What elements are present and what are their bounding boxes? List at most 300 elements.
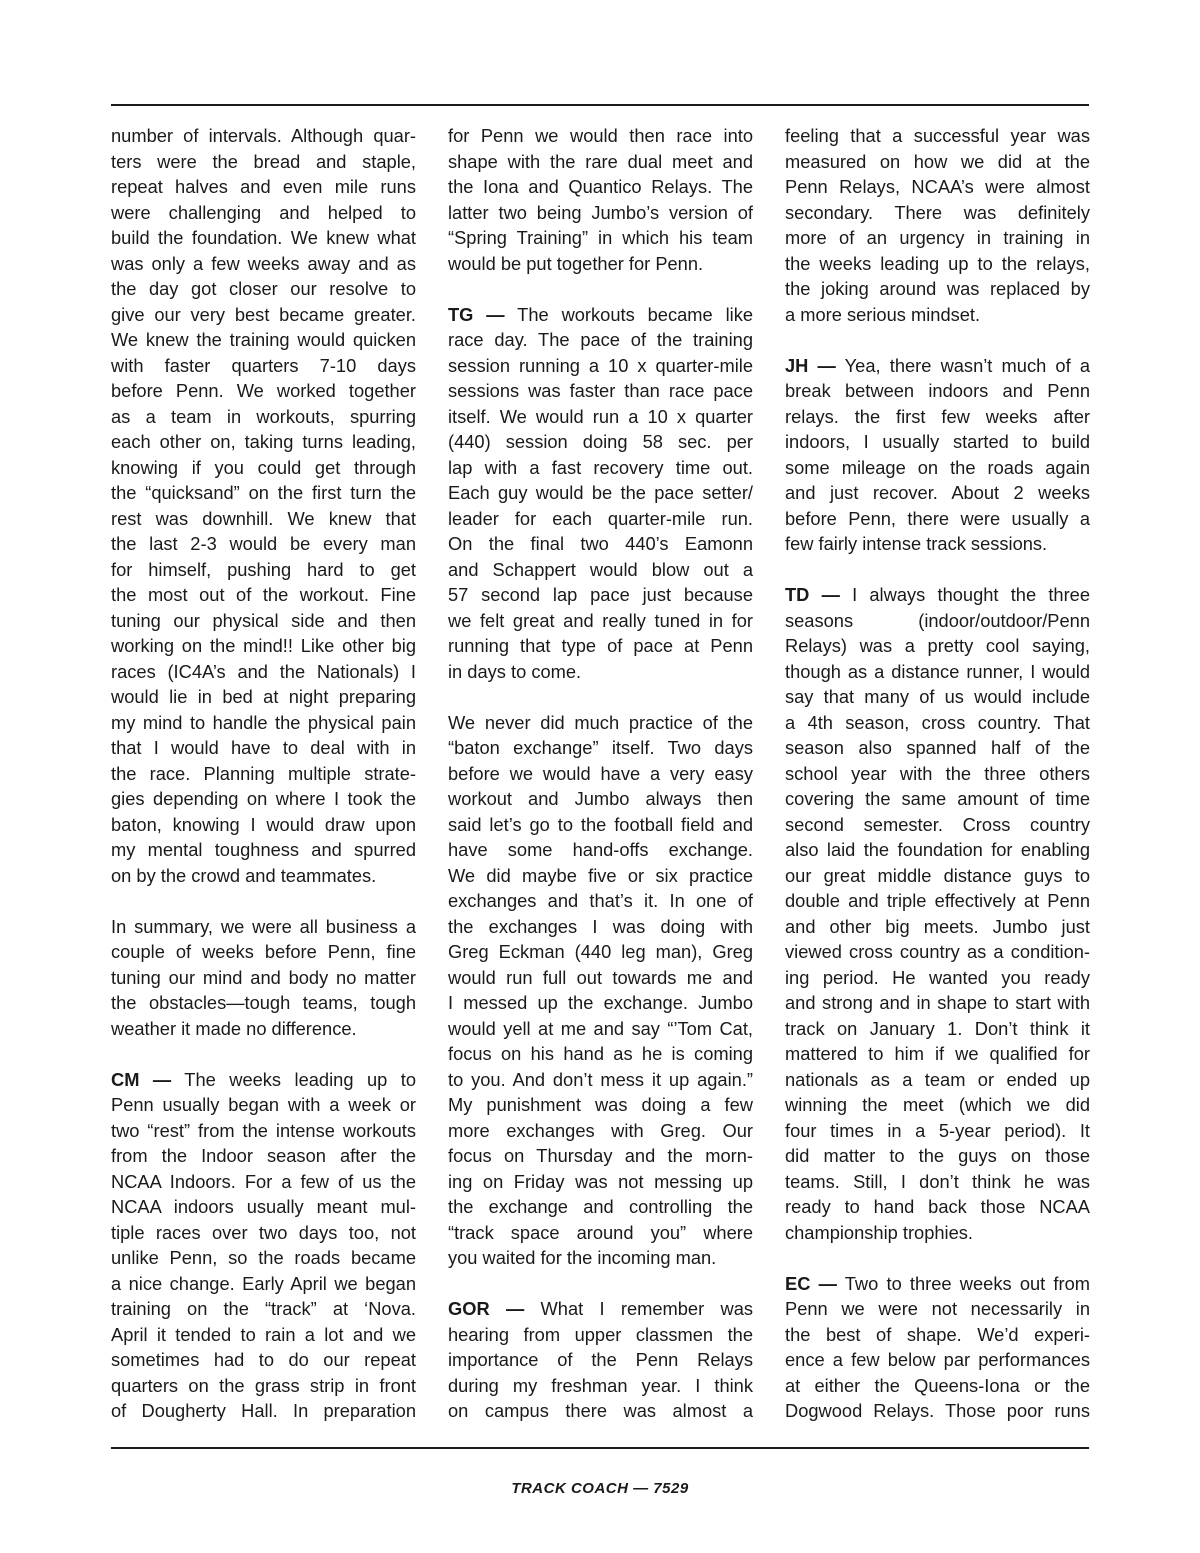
line-text: would run full out towards me and <box>448 966 753 988</box>
line-text: the day got closer our resolve to <box>111 278 416 299</box>
line-text: nationals as a team or ended up <box>785 1068 1090 1090</box>
text-line <box>111 123 416 149</box>
line-text: the race. Planning multiple strate- <box>111 762 416 784</box>
line-text: seasons (indoor/outdoor/Penn <box>785 609 1090 631</box>
text-line <box>785 276 1090 302</box>
line-text: relays. the first few weeks after <box>785 405 1090 427</box>
line-text: working on the mind!! Like other big <box>111 635 416 656</box>
text-line <box>448 1373 753 1399</box>
text-line <box>785 939 1090 965</box>
text-line <box>785 1296 1090 1322</box>
text-line <box>785 786 1090 812</box>
line-text: said let’s go to the football field and <box>448 813 753 835</box>
text-line <box>111 837 416 863</box>
line-text: baton, knowing I would draw upon <box>111 813 416 835</box>
text-line <box>785 174 1090 200</box>
text-line <box>785 863 1090 889</box>
text-line <box>111 608 416 634</box>
text-line <box>448 1067 753 1093</box>
text-line <box>448 582 753 608</box>
line-text: (440) session doing 58 sec. per <box>448 431 753 452</box>
text-line <box>448 200 753 226</box>
line-text: repeat halves and even mile runs <box>111 176 416 197</box>
text-line <box>111 965 416 991</box>
text-line <box>785 123 1090 149</box>
line-text: My punishment was doing a few <box>448 1094 753 1115</box>
text-line <box>785 1271 1090 1297</box>
text-line <box>785 812 1090 838</box>
text-line <box>448 888 753 914</box>
text-line <box>448 251 753 277</box>
line-text: session running a 10 x quarter-mile <box>448 354 753 376</box>
text-line <box>448 1041 753 1067</box>
text-line <box>448 1245 753 1271</box>
line-text: were challenging and helped to <box>111 201 416 223</box>
line-text: gies depending on where I took the <box>111 788 416 809</box>
text-line <box>785 1373 1090 1399</box>
line-text: winning the meet (which we did <box>785 1094 1090 1115</box>
text-line <box>785 1169 1090 1195</box>
text-line <box>448 1347 753 1373</box>
text-line <box>111 761 416 787</box>
line-text: importance of the Penn Relays <box>448 1349 753 1370</box>
paragraph-gap <box>448 1271 753 1297</box>
text-column-2 <box>448 123 753 1424</box>
text-line <box>448 1092 753 1118</box>
text-line <box>111 684 416 710</box>
line-text: and Schappert would blow out a <box>448 558 753 580</box>
text-line <box>111 863 416 889</box>
line-text: Greg Eckman (440 leg man), Greg <box>448 941 753 962</box>
line-text: would be put together for Penn. <box>448 252 704 274</box>
text-line <box>448 225 753 251</box>
line-text: four times in a 5-year period). It <box>785 1119 1090 1141</box>
text-line <box>785 761 1090 787</box>
text-line <box>111 1373 416 1399</box>
line-text: NCAA indoors usually meant mul- <box>111 1196 416 1217</box>
text-line <box>785 1322 1090 1348</box>
line-text: the “quicksand” on the first turn the <box>111 482 416 503</box>
line-text: 57 second lap pace just because <box>448 584 753 605</box>
line-text: season also spanned half of the <box>785 737 1090 758</box>
line-text: rest was downhill. We knew that <box>111 507 416 529</box>
text-line <box>448 353 753 379</box>
text-line <box>111 251 416 277</box>
line-text: and strong and in shape to start with <box>785 992 1090 1013</box>
text-line <box>785 914 1090 940</box>
line-text: unlike Penn, so the roads became <box>111 1247 416 1268</box>
paragraph-gap <box>448 684 753 710</box>
text-line <box>111 1322 416 1348</box>
text-line <box>785 378 1090 404</box>
line-text: the exchange and controlling the <box>448 1196 753 1217</box>
text-line <box>111 404 416 430</box>
line-text: teams. Still, I don’t think he was <box>785 1170 1090 1192</box>
line-text: the joking around was replaced by <box>785 278 1090 299</box>
text-line <box>111 659 416 685</box>
line-text: you waited for the incoming man. <box>448 1247 717 1268</box>
line-text: the obstacles—tough teams, tough <box>111 992 416 1013</box>
text-line <box>111 939 416 965</box>
text-column-1 <box>111 123 416 1424</box>
line-text: I always thought the three <box>839 584 1090 605</box>
text-line <box>448 327 753 353</box>
line-text: tiple races over two days too, not <box>111 1221 416 1243</box>
text-line <box>111 1220 416 1246</box>
text-line <box>448 480 753 506</box>
text-line <box>111 1016 416 1042</box>
speaker-initials: TD — <box>785 584 840 605</box>
line-text: the Iona and Quantico Relays. The <box>448 176 753 197</box>
text-line <box>111 480 416 506</box>
line-text: feeling that a successful year was <box>785 125 1090 146</box>
text-line <box>785 353 1090 379</box>
text-line <box>111 225 416 251</box>
line-text: number of intervals. Although quar- <box>111 125 416 146</box>
line-text: lap with a fast recovery time out. <box>448 456 753 478</box>
line-text: itself. We would run a 10 x quarter <box>448 405 753 427</box>
line-text: of Dougherty Hall. In preparation <box>111 1400 416 1421</box>
text-line <box>785 1347 1090 1373</box>
text-line <box>448 710 753 736</box>
text-line <box>785 659 1090 685</box>
line-text: for himself, pushing hard to get <box>111 558 416 580</box>
line-text: few fairly intense track sessions. <box>785 533 1048 554</box>
line-text: track on January 1. Don’t think it <box>785 1017 1090 1039</box>
line-text: the best of shape. We’d experi- <box>785 1323 1090 1345</box>
line-text: that I would have to deal with in <box>111 737 416 758</box>
line-text: quarters on the grass strip in front <box>111 1374 416 1396</box>
text-line <box>448 786 753 812</box>
line-text: break between indoors and Penn <box>785 380 1090 401</box>
line-text: races (IC4A’s and the Nationals) I <box>111 660 416 682</box>
text-line <box>111 1271 416 1297</box>
paragraph-gap <box>111 1041 416 1067</box>
text-line <box>785 837 1090 863</box>
line-text: ing on Friday was not messing up <box>448 1170 753 1192</box>
line-text: championship trophies. <box>785 1221 973 1243</box>
text-line <box>111 1067 416 1093</box>
line-text: Penn usually began with a week or <box>111 1094 416 1115</box>
text-line <box>448 1143 753 1169</box>
line-text: for Penn we would then race into <box>448 125 753 146</box>
line-text: The weeks leading up to <box>171 1068 416 1090</box>
text-line <box>111 1143 416 1169</box>
text-line <box>448 123 753 149</box>
line-text: with faster quarters 7-10 days <box>111 354 416 376</box>
line-text: “Spring Training” in which his team <box>448 227 753 248</box>
text-line <box>785 1398 1090 1424</box>
line-text: Penn we were not necessarily in <box>785 1298 1090 1319</box>
text-line <box>111 455 416 481</box>
text-line <box>785 710 1090 736</box>
text-line <box>111 990 416 1016</box>
line-text: April it tended to rain a lot and we <box>111 1323 416 1345</box>
line-text: The workouts became like <box>504 303 753 325</box>
text-line <box>785 684 1090 710</box>
line-text: ence a few below par performances <box>785 1349 1090 1370</box>
text-line <box>785 735 1090 761</box>
line-text: couple of weeks before Penn, fine <box>111 941 416 962</box>
text-line <box>448 455 753 481</box>
line-text: training on the “track” at ‘Nova. <box>111 1298 416 1319</box>
text-line <box>448 990 753 1016</box>
text-line <box>111 1398 416 1424</box>
text-line <box>448 863 753 889</box>
top-rule <box>111 104 1089 106</box>
text-line <box>785 990 1090 1016</box>
line-text: NCAA Indoors. For a few of us the <box>111 1170 416 1192</box>
line-text: viewed cross country as a condition- <box>785 941 1090 962</box>
text-line <box>111 429 416 455</box>
text-line <box>785 633 1090 659</box>
line-text: before we would have a very easy <box>448 762 753 784</box>
line-text: we felt great and really tuned in for <box>448 609 753 631</box>
line-text: the exchanges I was doing with <box>448 915 753 937</box>
text-line <box>448 1398 753 1424</box>
text-line <box>785 225 1090 251</box>
line-text: my mental toughness and spurred <box>111 839 416 860</box>
text-line <box>785 404 1090 430</box>
text-line <box>111 200 416 226</box>
text-line <box>448 557 753 583</box>
line-text: race day. The pace of the training <box>448 329 753 350</box>
text-line <box>448 1220 753 1246</box>
page-footer: TRACK COACH — 7529 <box>511 1480 689 1497</box>
line-text: On the final two 440’s Eamonn <box>448 533 753 554</box>
text-line <box>111 1347 416 1373</box>
line-text: second semester. Cross country <box>785 813 1090 835</box>
text-line <box>111 710 416 736</box>
line-text: measured on how we did at the <box>785 150 1090 172</box>
text-line <box>111 1118 416 1144</box>
text-line <box>785 251 1090 277</box>
text-line <box>111 786 416 812</box>
line-text: and just recover. About 2 weeks <box>785 482 1090 503</box>
text-line <box>448 174 753 200</box>
paragraph-gap <box>111 888 416 914</box>
text-line <box>785 1118 1090 1144</box>
line-text: Each guy would be the pace setter/ <box>448 482 753 503</box>
text-line <box>448 404 753 430</box>
line-text: before Penn, there were usually a <box>785 507 1090 529</box>
line-text: What I remember was <box>524 1298 753 1319</box>
line-text: Two to three weeks out from <box>836 1272 1090 1294</box>
speaker-initials: JH — <box>785 354 836 376</box>
line-text: some mileage on the roads again <box>785 456 1090 478</box>
line-text: “baton exchange” itself. Two days <box>448 737 753 758</box>
text-line <box>448 608 753 634</box>
line-text: shape with the rare dual meet and <box>448 150 753 172</box>
line-text: leader for each quarter-mile run. <box>448 507 753 529</box>
line-text: knowing if you could get through <box>111 456 416 478</box>
paragraph-gap <box>785 1245 1090 1271</box>
speaker-initials: TG — <box>448 303 505 325</box>
speaker-initials: CM — <box>111 1068 172 1090</box>
text-line <box>448 429 753 455</box>
line-text: build the foundation. We knew what <box>111 227 416 248</box>
text-line <box>111 812 416 838</box>
line-text: We never did much practice of the <box>448 711 753 733</box>
line-text: indoors, I usually started to build <box>785 431 1090 452</box>
line-text: on campus there was almost a <box>448 1400 753 1421</box>
line-text: though as a distance runner, I would <box>785 660 1090 682</box>
text-line <box>111 174 416 200</box>
line-text: have some hand-offs exchange. <box>448 839 753 860</box>
text-line <box>785 1220 1090 1246</box>
text-line <box>785 1092 1090 1118</box>
line-text: give our very best became greater. <box>111 303 416 325</box>
text-line <box>448 633 753 659</box>
line-text: each other on, taking turns leading, <box>111 431 416 452</box>
text-line <box>448 914 753 940</box>
text-column-3 <box>785 123 1090 1424</box>
line-text: the weeks leading up to the relays, <box>785 252 1090 274</box>
text-line <box>111 302 416 328</box>
text-line <box>448 1296 753 1322</box>
line-text: Relays) was a pretty cool saying, <box>785 635 1090 656</box>
line-text: Penn Relays, NCAA’s were almost <box>785 176 1090 197</box>
text-line <box>785 1067 1090 1093</box>
line-text: secondary. There was definitely <box>785 201 1090 223</box>
text-line <box>448 761 753 787</box>
text-line <box>785 888 1090 914</box>
text-line <box>111 735 416 761</box>
text-line <box>448 837 753 863</box>
line-text: was only a few weeks away and as <box>111 252 416 274</box>
text-line <box>448 735 753 761</box>
text-line <box>785 480 1090 506</box>
text-line <box>111 1169 416 1195</box>
text-line <box>448 149 753 175</box>
line-text: a nice change. Early April we began <box>111 1272 416 1294</box>
line-text: I messed up the exchange. Jumbo <box>448 992 753 1013</box>
line-text: mattered to him if we qualified for <box>785 1043 1090 1064</box>
line-text: to you. And don’t mess it up again.” <box>448 1068 753 1090</box>
text-line <box>785 429 1090 455</box>
line-text: ters were the bread and staple, <box>111 150 416 172</box>
text-line <box>448 965 753 991</box>
text-line <box>448 1322 753 1348</box>
line-text: as a team in workouts, spurring <box>111 405 416 427</box>
line-text: the most out of the workout. Fine <box>111 584 416 605</box>
line-text: also laid the foundation for enabling <box>785 839 1090 860</box>
text-line <box>785 531 1090 557</box>
text-line <box>785 965 1090 991</box>
line-text: a more serious mindset. <box>785 303 981 325</box>
line-text: our great middle distance guys to <box>785 864 1090 886</box>
text-line <box>785 582 1090 608</box>
text-line <box>785 1194 1090 1220</box>
text-line <box>448 812 753 838</box>
line-text: workout and Jumbo always then <box>448 788 753 809</box>
text-line <box>448 1169 753 1195</box>
line-text: more exchanges with Greg. Our <box>448 1119 753 1141</box>
text-line <box>111 633 416 659</box>
paragraph-gap <box>785 327 1090 353</box>
text-line <box>785 302 1090 328</box>
line-text: before Penn. We worked together <box>111 380 416 401</box>
line-text: would yell at me and say “’Tom Cat, <box>448 1017 753 1039</box>
line-text: a 4th season, cross country. That <box>785 711 1090 733</box>
text-line <box>111 531 416 557</box>
text-line <box>448 659 753 685</box>
text-line <box>448 1118 753 1144</box>
text-line <box>448 1016 753 1042</box>
line-text: on by the crowd and teammates. <box>111 864 377 886</box>
text-line <box>448 939 753 965</box>
text-line <box>785 455 1090 481</box>
speaker-initials: GOR — <box>448 1298 525 1319</box>
text-line <box>111 1296 416 1322</box>
line-text: exchanges and that’s it. In one of <box>448 890 753 911</box>
line-text: two “rest” from the intense workouts <box>111 1119 416 1141</box>
paragraph-gap <box>448 276 753 302</box>
line-text: focus on his hand as he is coming <box>448 1043 753 1064</box>
line-text: hearing from upper classmen the <box>448 1323 753 1345</box>
text-line <box>111 506 416 532</box>
line-text: focus on Thursday and the morn- <box>448 1145 753 1166</box>
line-text: the last 2-3 would be every man <box>111 533 416 554</box>
text-line <box>111 582 416 608</box>
text-line <box>448 1194 753 1220</box>
line-text: ready to hand back those NCAA <box>785 1196 1090 1217</box>
line-text: sessions was faster than race pace <box>448 380 753 401</box>
speaker-initials: EC — <box>785 1272 837 1294</box>
line-text: We knew the training would quicken <box>111 329 416 350</box>
text-line <box>448 378 753 404</box>
text-line <box>785 1041 1090 1067</box>
line-text: and other big meets. Jumbo just <box>785 915 1090 937</box>
line-text: more of an urgency in training in <box>785 227 1090 248</box>
line-text: weather it made no difference. <box>111 1017 357 1039</box>
text-line <box>448 531 753 557</box>
line-text: running that type of pace at Penn <box>448 635 753 656</box>
text-line <box>111 914 416 940</box>
text-line <box>785 149 1090 175</box>
line-text: covering the same amount of time <box>785 788 1090 809</box>
text-line <box>111 149 416 175</box>
text-line <box>785 200 1090 226</box>
line-text: from the Indoor season after the <box>111 1145 416 1166</box>
line-text: my mind to handle the physical pain <box>111 711 416 733</box>
text-line <box>111 327 416 353</box>
text-line <box>111 557 416 583</box>
line-text: latter two being Jumbo’s version of <box>448 201 753 223</box>
line-text: We did maybe five or six practice <box>448 864 753 886</box>
text-line <box>785 1143 1090 1169</box>
paragraph-gap <box>785 557 1090 583</box>
text-line <box>785 506 1090 532</box>
line-text: Yea, there wasn’t much of a <box>835 354 1090 376</box>
text-line <box>785 608 1090 634</box>
text-line <box>785 1016 1090 1042</box>
line-text: ing period. He wanted you ready <box>785 966 1090 988</box>
line-text: would lie in bed at night preparing <box>111 686 416 707</box>
line-text: sometimes had to do our repeat <box>111 1349 416 1370</box>
line-text: in days to come. <box>448 660 582 682</box>
text-line <box>111 1194 416 1220</box>
text-line <box>111 353 416 379</box>
text-line <box>111 1092 416 1118</box>
line-text: during my freshman year. I think <box>448 1374 753 1396</box>
bottom-rule <box>111 1447 1089 1449</box>
text-line <box>448 506 753 532</box>
text-line <box>111 1245 416 1271</box>
line-text: school year with the three others <box>785 762 1090 784</box>
line-text: “track space around you” where <box>448 1221 753 1243</box>
line-text: did matter to the guys on those <box>785 1145 1090 1166</box>
